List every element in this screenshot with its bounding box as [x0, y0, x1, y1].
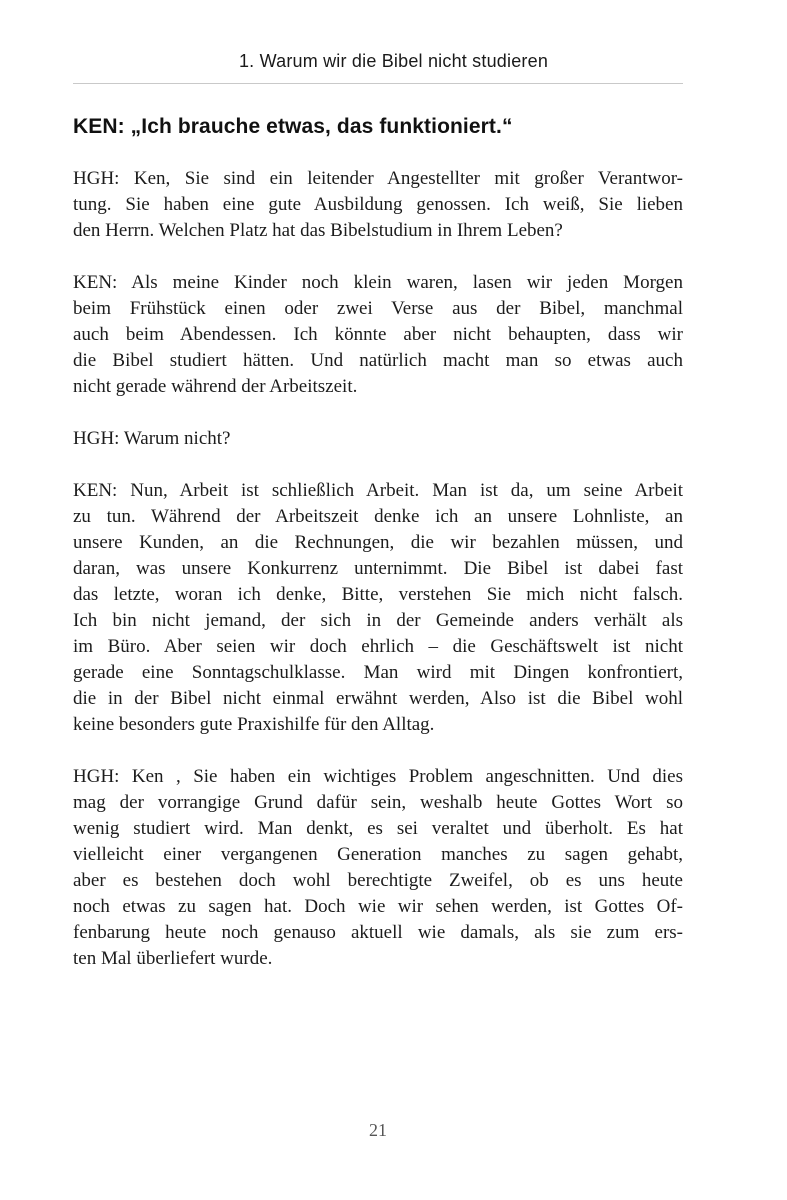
- paragraph: [73, 166, 683, 244]
- text-line: nicht gerade während der Arbeitszeit.: [73, 376, 358, 397]
- text-line: KEN: Nun, Arbeit ist schließlich Arbeit. Man ist da, um seine Arbeit: [73, 480, 683, 501]
- text-line: fenbarung heute noch genauso aktuell wie damals, als sie zum ers-: [73, 922, 683, 943]
- running-head: 1. Warum wir die Bibel nicht studieren: [238, 51, 549, 71]
- text-line: HGH: Ken, Sie sind ein leitender Angestellter mit großer Verantwor-: [73, 168, 683, 189]
- text-line: die in der Bibel nicht einmal erwähnt werden, Also ist die Bibel wohl: [73, 688, 683, 709]
- text-line: keine besonders gute Praxishilfe für den Alltag.: [73, 714, 435, 735]
- text-line: das letzte, woran ich denke, Bitte, verstehen Sie mich nicht falsch.: [73, 584, 683, 605]
- paragraph: [73, 426, 683, 452]
- text-line: die Bibel studiert hätten. Und natürlich macht man so etwas auch: [73, 350, 683, 371]
- text-line: Ich bin nicht jemand, der sich in der Gemeinde anders verhält als: [73, 610, 683, 631]
- text-line: noch etwas zu sagen hat. Doch wie wir sehen werden, ist Gottes Of-: [73, 896, 683, 917]
- text-line: daran, was unsere Konkurrenz unternimmt. Die Bibel ist dabei fast: [73, 558, 683, 579]
- dialogue-text: [73, 166, 683, 972]
- text-line: vielleicht einer vergangenen Generation manches zu sagen gehabt,: [73, 844, 683, 865]
- text-line: wenig studiert wird. Man denkt, es sei veraltet und überholt. Es hat: [73, 818, 683, 839]
- text-line: beim Frühstück einen oder zwei Verse aus der Bibel, manchmal: [73, 298, 683, 319]
- page-number: 21: [369, 1120, 387, 1140]
- text-line: im Büro. Aber seien wir doch ehrlich – die Geschäftswelt ist nicht: [73, 636, 683, 657]
- text-line: auch beim Abendessen. Ich könnte aber nicht behaupten, dass wir: [73, 324, 683, 345]
- text-line: unsere Kunden, an die Rechnungen, die wir bezahlen müssen, und: [73, 532, 683, 553]
- text-line: HGH: Warum nicht?: [73, 428, 231, 449]
- text-line: mag der vorrangige Grund dafür sein, weshalb heute Gottes Wort so: [73, 792, 683, 813]
- paragraph: [73, 478, 683, 738]
- paragraph: [73, 270, 683, 400]
- header-divider: [73, 83, 683, 84]
- text-line: aber es bestehen doch wohl berechtigte Zweifel, ob es uns heute: [73, 870, 683, 891]
- section-heading: KEN: „Ich brauche etwas, das funktioniert.“: [73, 115, 513, 138]
- text-line: ten Mal überliefert wurde.: [73, 948, 273, 969]
- paragraph: [73, 764, 683, 972]
- text-line: KEN: Als meine Kinder noch klein waren, lasen wir jeden Morgen: [73, 272, 683, 293]
- text-line: tung. Sie haben eine gute Ausbildung genossen. Ich weiß, Sie lieben: [73, 194, 683, 215]
- text-line: gerade eine Sonntagschulklasse. Man wird mit Dingen konfrontiert,: [73, 662, 683, 683]
- text-line: HGH: Ken , Sie haben ein wichtiges Problem angeschnitten. Und dies: [73, 766, 683, 787]
- text-line: zu tun. Während der Arbeitszeit denke ich an unsere Lohnliste, an: [73, 506, 683, 527]
- text-line: den Herrn. Welchen Platz hat das Bibelstudium in Ihrem Leben?: [73, 220, 563, 241]
